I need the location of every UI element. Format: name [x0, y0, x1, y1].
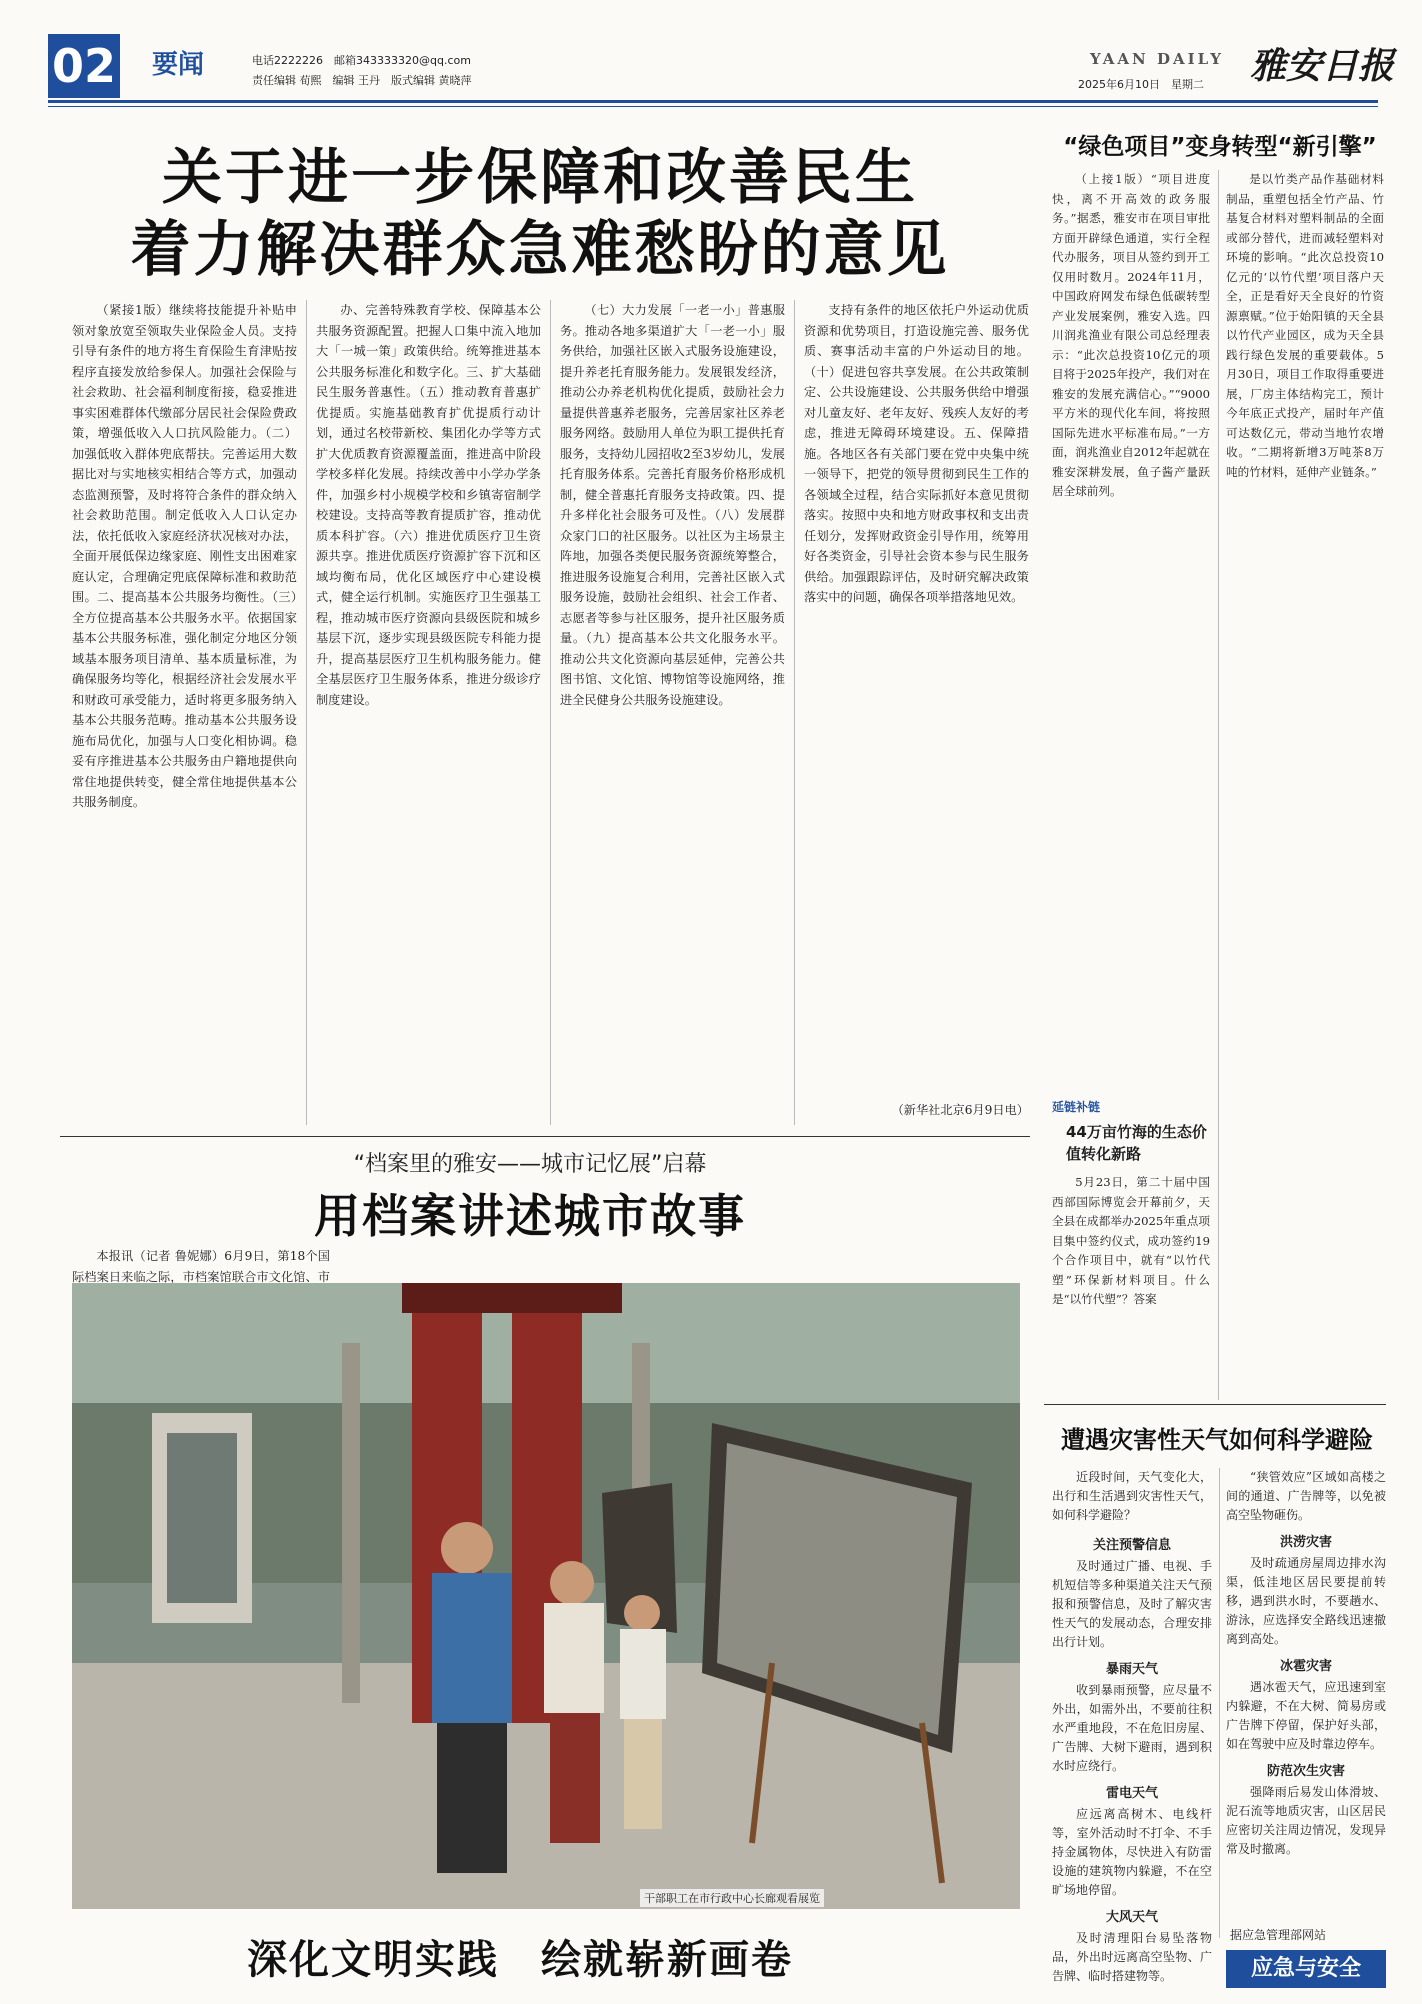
- section-rule: [1044, 1404, 1386, 1405]
- disaster-left-col: [1052, 1530, 1212, 1992]
- contact-info: 电话2222226 邮箱343333320@qq.com: [252, 54, 471, 67]
- safety-banner: 应急与安全: [1226, 1950, 1386, 1988]
- disaster-tip-heading: 关注预警信息: [1092, 1538, 1171, 1553]
- disaster-tip: [1052, 1906, 1212, 1986]
- issue-date: 2025年6月10日 星期二: [1078, 78, 1204, 91]
- chain-body: 5月23日，第二十届中国西部国际博览会开幕前夕，天全县在成都举办2025年重点项目集中签约仪式，成功签约19个合作项目中，就有“以竹代塑”环保新材料项目。什么是“以竹代塑”？答案: [1052, 1175, 1210, 1306]
- green-headline: “绿色项目”变身转型“新引擎”: [1063, 134, 1377, 160]
- headline-line-1: 关于进一步保障和改善民生: [162, 143, 918, 213]
- archive-kicker: “档案里的雅安——城市记忆展”启幕: [353, 1152, 707, 1177]
- disaster-tip: [1226, 1531, 1386, 1649]
- chain-title: 44万亩竹海的生态价值转化新路: [1066, 1123, 1207, 1163]
- main-article-col-2: 办、完善特殊教育学校、保障基本公共服务资源配置。把握人口集中流入地加大「一城一策」政策供给。统筹推进基本公共服务标准化和数字化。三、扩大基础民生服务普惠性。（五）推动教育普惠扩优提质。实施基础教育扩优提质行动计划，通过名校带新校、集团化办学等方式扩大优质教育资源覆盖面，推进高中阶段学校多样化发展。持续改善中小学办学条件，加强乡村小规模学校和乡镇寄宿制学校建设。支持高等教育提质扩容，推动优质本科扩容。（六）推进优质医疗卫生资源共享。推进优质医疗资源扩容下沉和区域均衡布局，优化区域医疗中心建设模式，健全运行机制。实施医疗卫生强基工程，推动城市医疗资源向县级医院和城乡基层下沉，逐步实现县级医院专科能力提升，提高基层医疗卫生机构服务能力。健全基层医疗卫生服务体系，推进分级诊疗制度建设。: [316, 303, 541, 707]
- disaster-tip-heading: 大风天气: [1105, 1910, 1158, 1925]
- disaster-tip: [1226, 1468, 1386, 1525]
- col-divider: [550, 300, 551, 1125]
- col-divider: [1218, 170, 1219, 1400]
- col-divider: [306, 300, 307, 1125]
- header-rule: [48, 100, 1378, 103]
- disaster-tip: [1052, 1534, 1212, 1652]
- newspaper-logo: 雅安日报: [1250, 45, 1395, 87]
- disaster-right-col: [1226, 1468, 1386, 1865]
- disaster-tip: [1226, 1760, 1386, 1859]
- disaster-tip-heading: 防范次生灾害: [1266, 1764, 1345, 1779]
- brand-english: YAAN DAILY: [1090, 50, 1224, 68]
- header-rule-thin: [48, 106, 1378, 107]
- main-article-col-4: 支持有条件的地区依托户外运动优质资源和优势项目，打造设施完善、服务优质、赛事活动丰富的户外运动目的地。（十）促进包容共享发展。在公共政策制定、公共设施建设、公共服务供给中增强对儿童友好、老年友好、残疾人友好的考虑，推进无障碍环境建设。五、保障措施。各地区各有关部门要在党中央集中统一领导下，把党的领导贯彻到民生工作的各领域全过程，结合实际抓好本意见贯彻落实。按照中央和地方财政事权和支出责任划分，发挥财政资金引导作用，统筹用好各类资金，引导社会资本参与民生服务供给。加强跟踪评估，及时研究解决政策落实中的问题，确保各项举措落地见效。: [804, 303, 1029, 604]
- civ-headline: 深化文明实践 绘就崭新画卷: [247, 1937, 793, 1983]
- dateline: （新华社北京6月9日电）: [891, 1103, 1029, 1117]
- page-number: 02: [48, 34, 120, 98]
- main-article-col-3: （七）大力发展「一老一小」普惠服务。推动各地多渠道扩大「一老一小」服务供给，加强社区嵌入式服务设施建设，提升养老托育服务能力。发展银发经济，推动公办养老机构优化提质，鼓励社会力量提供普惠养老服务，完善居家社区养老服务网络。鼓励用人单位为职工提供托育服务，支持幼儿园招收2至3岁幼儿，发展托育服务体系。完善托育服务价格形成机制，健全普惠托育服务支持政策。四、提升多样化社会服务可及性。（八）发展群众家门口的社区服务。以社区为主场景主阵地，加强各类便民服务资源统筹整合，推进服务设施复合利用，完善社区嵌入式服务设施，鼓励社会组织、社会工作者、志愿者等参与社区服务，提升社区服务质量。（九）提高基本公共文化服务水平。推动公共文化资源向基层延伸，完善公共图书馆、文化馆、博物馆等设施网络，推进全民健身公共服务设施建设。: [560, 303, 785, 707]
- col-divider: [1219, 1468, 1220, 1938]
- green-col-2: 是以竹类产品作基础材料制品，重塑包括全竹产品、竹基复合材料对塑料制品的全面或部分替代，进而减轻塑料对环境的影响。“此次总投资10亿元的‘以竹代塑’项目落户天全，正是看好天全良好的竹资源禀赋。”位于始阳镇的天全县以竹代产业园区，成为天全县践行绿色发展的重要载体。5月30日，项目工作取得重要进展，厂房主体结构完工，预计今年底正式投产，届时年产值可达数亿元，带动当地竹农增收。“二期将新增3万吨茶8万吨的竹材料，延伸产业链条。”: [1226, 172, 1384, 479]
- disaster-tip-text: 强降雨后易发山体滑坡、泥石流等地质灾害，山区居民应密切关注周边情况，发现异常及时撤离。: [1226, 1785, 1386, 1856]
- editor-credits: 责任编辑 荀熙 编辑 王丹 版式编辑 黄晓萍: [252, 74, 472, 87]
- exhibition-photo: [72, 1283, 1020, 1909]
- section-title: 要闻: [152, 50, 205, 80]
- green-col-1: （上接1版）“项目进度快，离不开高效的政务服务。”据悉，雅安市在项目审批方面开辟绿色通道，实行全程代办服务，项目从签约到开工仅用时数月。2024年11月，中国政府网发布绿色低碳转型产业发展案例，雅安入选。四川润兆渔业有限公司总经理表示：“此次总投资10亿元的项目将于2025年投产，我们对在雅安的发展充满信心。”“9000平方米的现代化车间，将按照国际先进水平标准布局。”一方面，润兆渔业自2012年起就在雅安深耕发展，鱼子酱产量跃居全球前列。: [1052, 172, 1210, 498]
- chain-box: [1052, 1098, 1210, 1393]
- disaster-tip-text: 及时疏通房屋周边排水沟渠，低洼地区居民要提前转移，遇到洪水时，不要趟水、游泳，应选择安全路线迅速撤离到高处。: [1226, 1556, 1386, 1646]
- disaster-tip-heading: 暴雨天气: [1105, 1662, 1158, 1677]
- archive-body: 本报讯（记者 鲁妮娜）6月9日，第18个国际档案日来临之际，市档案馆联合市文化馆、市: [72, 1249, 330, 1284]
- disaster-tip: [1052, 1782, 1212, 1900]
- exhibition-photo-illustration: [72, 1283, 1020, 1909]
- disaster-tip-text: “狭管效应”区域如高楼之间的通道、广告牌等，以免被高空坠物砸伤。: [1226, 1470, 1386, 1522]
- archive-headline: 用档案讲述城市故事: [314, 1189, 746, 1243]
- section-rule: [60, 1136, 1030, 1137]
- disaster-tip-text: 及时通过广播、电视、手机短信等多种渠道关注天气预报和预警信息，及时了解灾害性天气的发展动态，合理安排出行计划。: [1052, 1559, 1212, 1649]
- photo-caption: 干部职工在市行政中心长廊观看展览: [640, 1889, 824, 1907]
- disaster-tip-text: 应远离高树木、电线杆等，室外活动时不打伞、不手持金属物体，尽快进入有防雷设施的建筑物内躲避，不在空旷场地停留。: [1052, 1807, 1212, 1897]
- headline-line-2: 着力解决群众急难愁盼的意见: [130, 215, 950, 285]
- disaster-intro: 近段时间，天气变化大，出行和生活遇到灾害性天气，如何科学避险？: [1052, 1470, 1212, 1522]
- civ-body-anchor: [72, 1990, 73, 1991]
- main-article-col-1: （紧接1版）继续将技能提升补贴申领对象放宽至领取失业保险金人员。支持引导有条件的地方将生育保险生育津贴按程序直接发放给参保人。加强社会保险与社会救助、社会福利制度衔接，稳妥推进事实困难群体代缴部分居民社会保险费政策，增强低收入人口抗风险能力。（二）加强低收入群体兜底帮扶。完善运用大数据比对与实地核实相结合等方式，加强动态监测预警，及时将符合条件的群众纳入社会救助范围。制定低收入人口认定办法，依托低收入家庭经济状况核对办法，全面开展低保边缘家庭、刚性支出困难家庭认定，合理确定兜底保障标准和救助范围。二、提高基本公共服务均衡性。（三）全方位提高基本公共服务水平。依据国家基本公共服务标准，强化制定分地区分领域基本服务项目清单、基本质量标准，为确保服务均等化，根据经济社会发展水平和财政可承受能力，适时将更多服务纳入基本公共服务范畴。推动基本公共服务设施布局优化，加强与人口变化相协调。稳妥有序推进基本公共服务由户籍地提供向常住地提供转变，健全常住地提供基本公共服务制度。: [72, 303, 297, 809]
- disaster-headline: 遭遇灾害性天气如何科学避险: [1061, 1426, 1373, 1454]
- col-divider: [794, 300, 795, 1125]
- disaster-tip-text: 遇冰雹天气，应迅速到室内躲避，不在大树、简易房或广告牌下停留，保护好头部，如在驾驶中应及时靠边停车。: [1226, 1680, 1386, 1751]
- disaster-source: 据应急管理部网站: [1230, 1928, 1327, 1942]
- disaster-tip-heading: 洪涝灾害: [1279, 1535, 1332, 1550]
- disaster-tip-heading: 冰雹灾害: [1279, 1659, 1332, 1674]
- disaster-tip: [1226, 1655, 1386, 1754]
- disaster-tip-text: 及时清理阳台易坠落物品，外出时远离高空坠物、广告牌、临时搭建物等。: [1052, 1931, 1212, 1983]
- disaster-tip-heading: 雷电天气: [1105, 1786, 1158, 1801]
- disaster-tip-text: 收到暴雨预警，应尽量不外出，如需外出，不要前往积水严重地段，不在危旧房屋、广告牌、大树下避雨，遇到积水时应绕行。: [1052, 1683, 1212, 1773]
- disaster-tip: [1052, 1658, 1212, 1776]
- chain-kicker: 延链补链: [1052, 1100, 1101, 1114]
